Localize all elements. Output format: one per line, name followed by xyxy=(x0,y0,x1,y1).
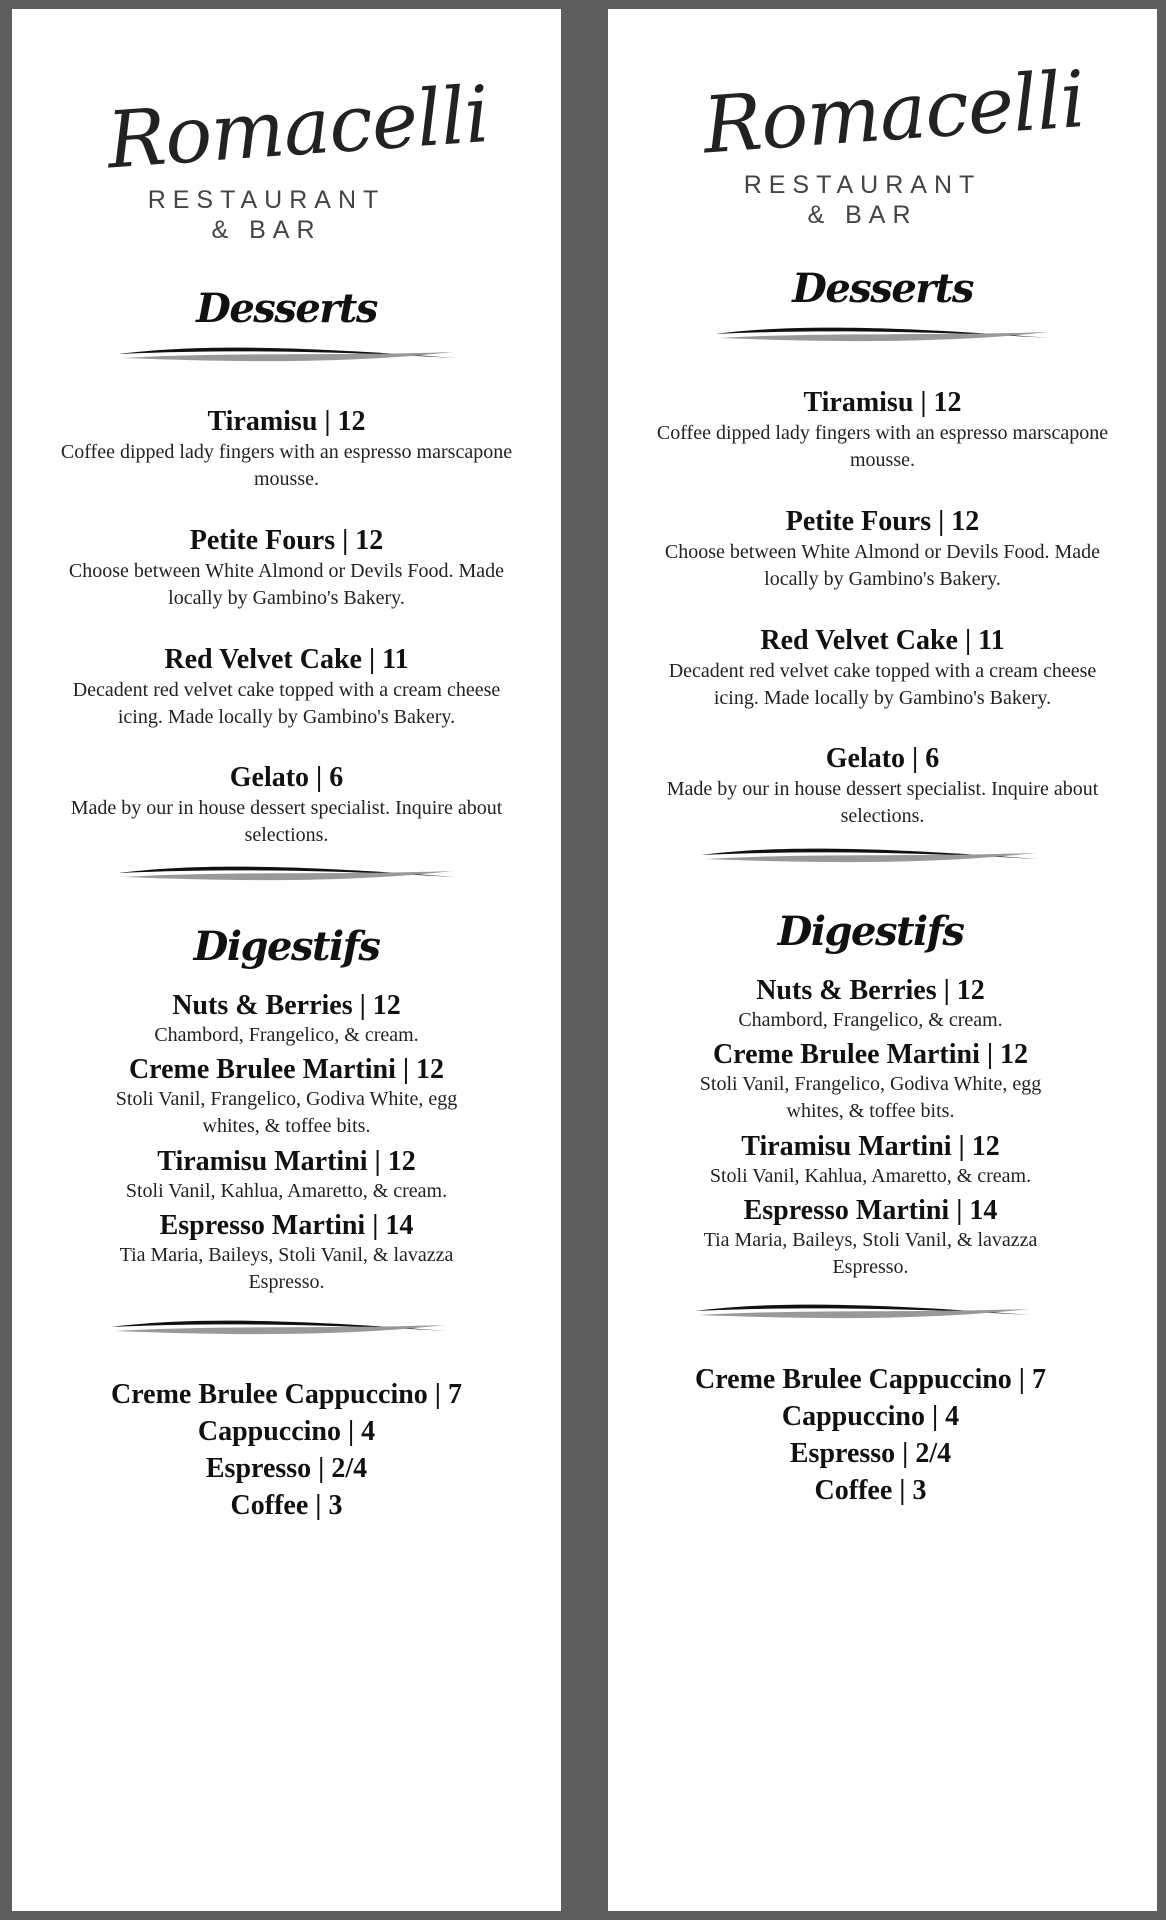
menu-panel-right xyxy=(608,9,1157,1911)
item-description: Stoli Vanil, Kahlua, Amaretto, & cream. xyxy=(125,1180,448,1202)
item-name: Tiramisu | 12 xyxy=(207,406,366,437)
item-description: Made by our in house dessert specialist. Inquire about selections. xyxy=(666,778,1099,827)
item-description: Decadent red velvet cake topped with a cream cheese icing. Made locally by Gambino's Bakery. xyxy=(668,660,1097,709)
item-description: Chambord, Frangelico, & cream. xyxy=(154,1024,419,1046)
item-description: Decadent red velvet cake topped with a cream cheese icing. Made locally by Gambino's Bakery. xyxy=(72,679,501,728)
item-description: Tia Maria, Baileys, Stoli Vanil, & lavazza Espresso. xyxy=(119,1244,454,1293)
item-name: Red Velvet Cake | 11 xyxy=(760,625,1005,656)
item-name: Espresso Martini | 14 xyxy=(159,1210,414,1241)
coffee-item: Creme Brulee Cappuccino | 7 xyxy=(111,1379,462,1410)
divider-swash xyxy=(117,342,457,368)
menu-item xyxy=(12,990,561,1049)
menu-item xyxy=(12,405,561,493)
coffee-item: Espresso | 2/4 xyxy=(205,1453,368,1484)
coffee-item: Espresso | 2/4 xyxy=(789,1438,952,1469)
divider-swash xyxy=(693,1299,1033,1325)
item-description: Tia Maria, Baileys, Stoli Vanil, & lavazza Espresso. xyxy=(703,1229,1038,1278)
logo-line-2: & BAR xyxy=(211,216,322,244)
menu-item xyxy=(596,1131,1145,1190)
item-name: Petite Fours | 12 xyxy=(785,506,980,537)
coffee-list xyxy=(12,1376,561,1524)
restaurant-logo xyxy=(103,70,491,254)
item-name: Red Velvet Cake | 11 xyxy=(164,644,409,675)
menu-panel-left xyxy=(12,9,561,1911)
desserts-title: Desserts xyxy=(792,265,973,312)
logo-script: Romacelli xyxy=(103,70,491,187)
divider-swash xyxy=(109,1315,449,1341)
coffee-item: Coffee | 3 xyxy=(230,1490,343,1521)
restaurant-logo xyxy=(699,55,1087,239)
item-description: Stoli Vanil, Frangelico, Godiva White, egg whites, & toffee bits. xyxy=(699,1073,1042,1122)
menu-item xyxy=(608,742,1157,830)
item-name: Tiramisu | 12 xyxy=(803,387,962,418)
coffee-item: Creme Brulee Cappuccino | 7 xyxy=(695,1364,1046,1395)
item-name: Tiramisu Martini | 12 xyxy=(157,1146,416,1177)
divider-swash xyxy=(713,322,1053,348)
menu-item xyxy=(608,505,1157,593)
menu-item xyxy=(596,1039,1145,1125)
item-description: Stoli Vanil, Kahlua, Amaretto, & cream. xyxy=(709,1165,1032,1187)
item-name: Creme Brulee Martini | 12 xyxy=(128,1054,445,1085)
menu-item xyxy=(12,643,561,731)
item-name: Gelato | 6 xyxy=(229,762,344,793)
menu-item xyxy=(608,386,1157,474)
item-name: Petite Fours | 12 xyxy=(189,525,384,556)
menu-item xyxy=(596,1195,1145,1281)
item-description: Made by our in house dessert specialist. Inquire about selections. xyxy=(70,797,503,846)
item-name: Nuts & Berries | 12 xyxy=(756,975,985,1006)
digestifs-title: Digestifs xyxy=(777,908,964,955)
menu-item xyxy=(12,761,561,849)
menu-item xyxy=(12,1054,561,1140)
coffee-list xyxy=(596,1361,1145,1509)
item-description: Stoli Vanil, Frangelico, Godiva White, egg whites, & toffee bits. xyxy=(115,1088,458,1137)
coffee-item: Cappuccino | 4 xyxy=(197,1416,376,1447)
logo-line-1: RESTAURANT xyxy=(743,171,982,199)
menu-item xyxy=(608,624,1157,712)
logo-line-1: RESTAURANT xyxy=(147,186,386,214)
item-name: Creme Brulee Martini | 12 xyxy=(712,1039,1029,1070)
digestifs-title: Digestifs xyxy=(193,923,380,970)
menu-item xyxy=(12,524,561,612)
coffee-item: Coffee | 3 xyxy=(814,1475,927,1506)
menu-item xyxy=(596,975,1145,1034)
logo-line-2: & BAR xyxy=(807,201,918,229)
menu-item xyxy=(12,1146,561,1205)
divider-swash xyxy=(117,861,457,887)
item-name: Nuts & Berries | 12 xyxy=(172,990,401,1021)
coffee-item: Cappuccino | 4 xyxy=(781,1401,960,1432)
menu-item xyxy=(12,1210,561,1296)
item-name: Espresso Martini | 14 xyxy=(743,1195,998,1226)
desserts-title: Desserts xyxy=(196,285,377,332)
item-description: Choose between White Almond or Devils Food. Made locally by Gambino's Bakery. xyxy=(664,541,1101,590)
item-description: Choose between White Almond or Devils Food. Made locally by Gambino's Bakery. xyxy=(68,560,505,609)
item-name: Gelato | 6 xyxy=(825,743,940,774)
item-description: Coffee dipped lady fingers with an espresso marscapone mousse. xyxy=(656,422,1109,471)
divider-swash xyxy=(699,843,1039,869)
item-name: Tiramisu Martini | 12 xyxy=(741,1131,1000,1162)
item-description: Chambord, Frangelico, & cream. xyxy=(738,1009,1003,1031)
item-description: Coffee dipped lady fingers with an espresso marscapone mousse. xyxy=(60,441,513,490)
logo-script: Romacelli xyxy=(699,55,1087,172)
